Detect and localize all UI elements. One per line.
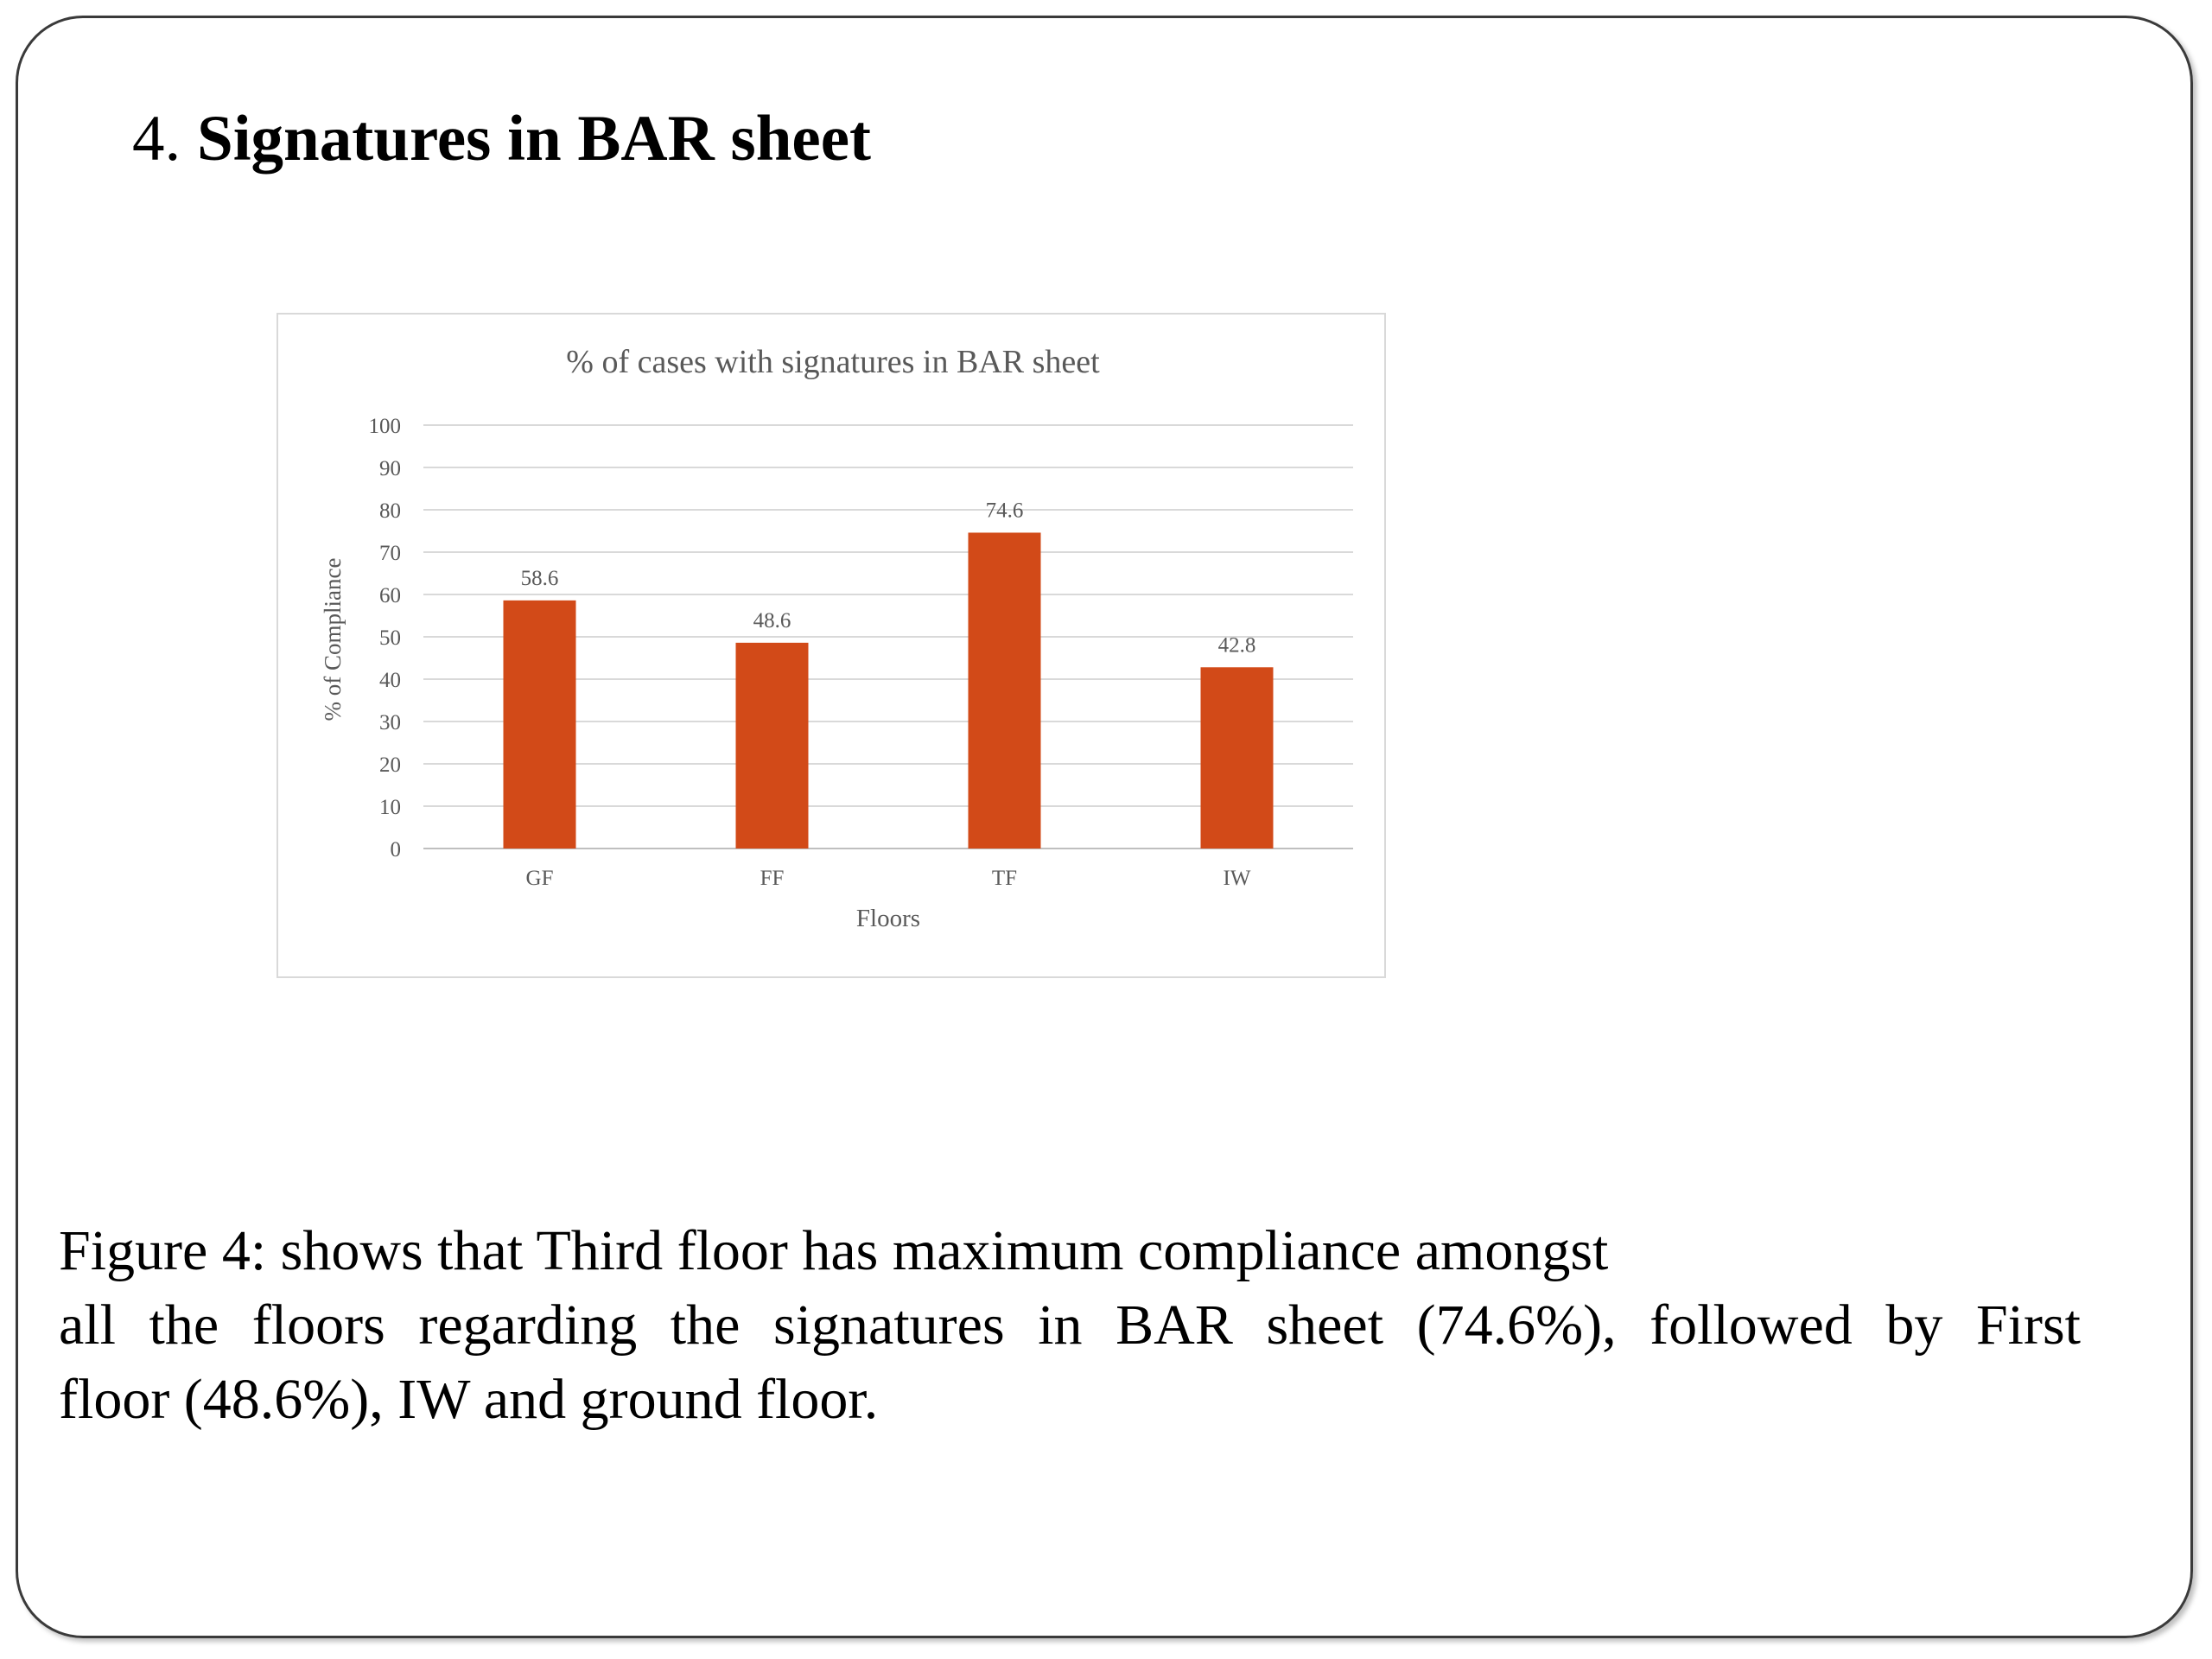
bar-tf xyxy=(969,532,1041,849)
data-label-iw: 42.8 xyxy=(1217,633,1256,658)
x-tick-tf: TF xyxy=(991,867,1018,890)
y-tick-0: 0 xyxy=(390,838,401,861)
y-tick-100: 100 xyxy=(368,415,401,438)
y-tick-90: 90 xyxy=(379,457,401,480)
caption-line-1: Figure 4: shows that Third floor has maximum compliance amongst xyxy=(59,1219,1609,1282)
x-tick-gf: GF xyxy=(525,867,554,890)
data-label-tf: 74.6 xyxy=(985,499,1024,523)
y-tick-50: 50 xyxy=(379,626,401,650)
x-tick-labels xyxy=(526,867,1251,890)
heading-number: 4. xyxy=(132,103,181,175)
chart-svg xyxy=(278,315,1388,980)
data-label-ff: 48.6 xyxy=(753,608,791,632)
bar-iw xyxy=(1201,667,1274,849)
chart-title: % of cases with signatures in BAR sheet xyxy=(566,344,1100,380)
data-label-gf: 58.6 xyxy=(520,566,559,590)
x-tick-iw: IW xyxy=(1223,867,1251,890)
figure-caption xyxy=(59,1214,2081,1437)
y-tick-60: 60 xyxy=(379,584,401,607)
y-tick-10: 10 xyxy=(379,796,401,819)
bar-chart xyxy=(276,313,1386,978)
y-tick-30: 30 xyxy=(379,711,401,734)
x-tick-ff: FF xyxy=(760,867,785,890)
heading-title: Signatures in BAR sheet xyxy=(197,103,871,175)
y-tick-80: 80 xyxy=(379,499,401,523)
caption-line-3: floor (48.6%), IW and ground floor. xyxy=(59,1368,879,1431)
bar-gf xyxy=(504,601,576,849)
y-tick-labels xyxy=(369,415,402,861)
caption-line-2: all the floors regarding the signatures in BAR sheet (74.6%), followed by First xyxy=(59,1294,2081,1357)
data-labels xyxy=(521,499,1256,657)
bar-ff xyxy=(736,643,809,849)
bars xyxy=(504,532,1274,849)
y-tick-20: 20 xyxy=(379,753,401,777)
y-tick-40: 40 xyxy=(379,669,401,692)
y-axis-label: % of Compliance xyxy=(320,557,346,721)
x-axis-label: Floors xyxy=(855,905,921,932)
slide-heading xyxy=(132,102,871,176)
y-tick-70: 70 xyxy=(379,542,401,565)
